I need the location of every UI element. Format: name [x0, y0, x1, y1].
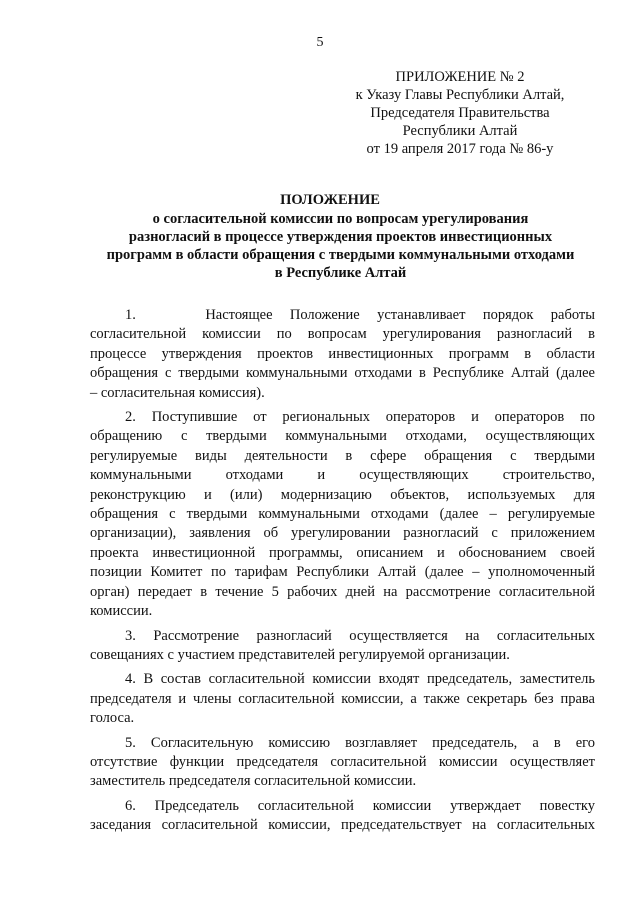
paragraph-line: совещаниях с участием представителей регулируемой организации. [90, 646, 510, 663]
paragraph [90, 627, 595, 666]
paragraph [90, 306, 595, 403]
paragraph-line: комиссии. [90, 603, 153, 620]
paragraph-line: проекта инвестиционной программы, описанием и обоснованием своей [90, 544, 595, 561]
appendix-header [340, 68, 580, 158]
subtitle-line: в Республике Алтай [274, 265, 407, 281]
paragraph-line: коммунальными отходами и осуществляющих строительство, [90, 467, 595, 484]
paragraph [90, 734, 595, 792]
subtitle-line: программ в области обращения с твердыми коммунальными отходами [106, 247, 575, 263]
appendix-line: к Указу Главы Республики Алтай, [355, 87, 565, 103]
paragraph-line: орган) передает в течение 5 рабочих дней на рассмотрение согласительной [90, 583, 595, 600]
subtitle-line: разногласий в процессе утверждения проектов инвестиционных [128, 229, 553, 245]
document-body [90, 306, 595, 841]
appendix-line: Республики Алтай [402, 123, 518, 139]
paragraph-line: организации), заявления об урегулировании разногласий с приложением [90, 525, 595, 542]
paragraph-line: 5. Согласительную комиссию возглавляет председатель, а в его [125, 734, 595, 751]
paragraph-line: 6. Председатель согласительной комиссии утверждает повестку [125, 797, 595, 814]
page-number: 5 [316, 35, 324, 50]
paragraph-line: процессе утверждения проектов инвестиционных программ в области [90, 345, 595, 362]
paragraph-line: – согласительная комиссия). [90, 384, 265, 401]
appendix-line: ПРИЛОЖЕНИЕ № 2 [395, 69, 525, 85]
paragraph-line: 1. Настоящее Положение устанавливает порядок работы [125, 307, 595, 323]
paragraph-line: 3. Рассмотрение разногласий осуществляется на согласительных [125, 627, 595, 644]
paragraph-line: позиции Комитет по тарифам Республики Алтай (далее – уполномоченный [90, 564, 595, 581]
paragraph-line: председателя и члены согласительной комиссии, а также секретарь без права [90, 690, 595, 707]
paragraph-line: 2. Поступившие от региональных операторов и операторов по [125, 409, 595, 426]
paragraph-line: отсутствие функции председателя согласительной комиссии осуществляет [90, 753, 595, 770]
paragraph-line: согласительной комиссии по вопросам урегулирования разногласий в [90, 326, 595, 343]
paragraph [90, 797, 595, 836]
paragraph-line: 4. В состав согласительной комиссии входят председатель, заместитель [125, 671, 595, 688]
document-title: ПОЛОЖЕНИЕ [280, 192, 380, 208]
document-subtitle [88, 210, 593, 282]
paragraph [90, 408, 595, 621]
paragraph-line: регулируемые виды деятельности в сфере обращения с твердыми [90, 447, 595, 464]
paragraph-line: заседания согласительной комиссии, председательствует на согласительных [90, 817, 595, 834]
paragraph-line: заместитель председателя согласительной комиссии. [90, 773, 417, 790]
paragraph [90, 670, 595, 728]
appendix-line: Председателя Правительства [370, 105, 550, 121]
paragraph-line: голоса. [90, 710, 135, 727]
paragraph-line: реконструкцию и (или) модернизацию объектов, используемых для [90, 486, 595, 503]
paragraph-line: обращению с твердыми коммунальными отходами, осуществляющих [90, 428, 595, 445]
paragraph-line: обращения с твердыми коммунальными отходами в Республике Алтай (далее [90, 365, 595, 382]
paragraph-line: обращения с твердыми коммунальными отходами (далее – регулируемые [90, 506, 595, 523]
appendix-line: от 19 апреля 2017 года № 86-у [366, 141, 554, 157]
subtitle-line: о согласительной комиссии по вопросам урегулирования [152, 211, 529, 227]
